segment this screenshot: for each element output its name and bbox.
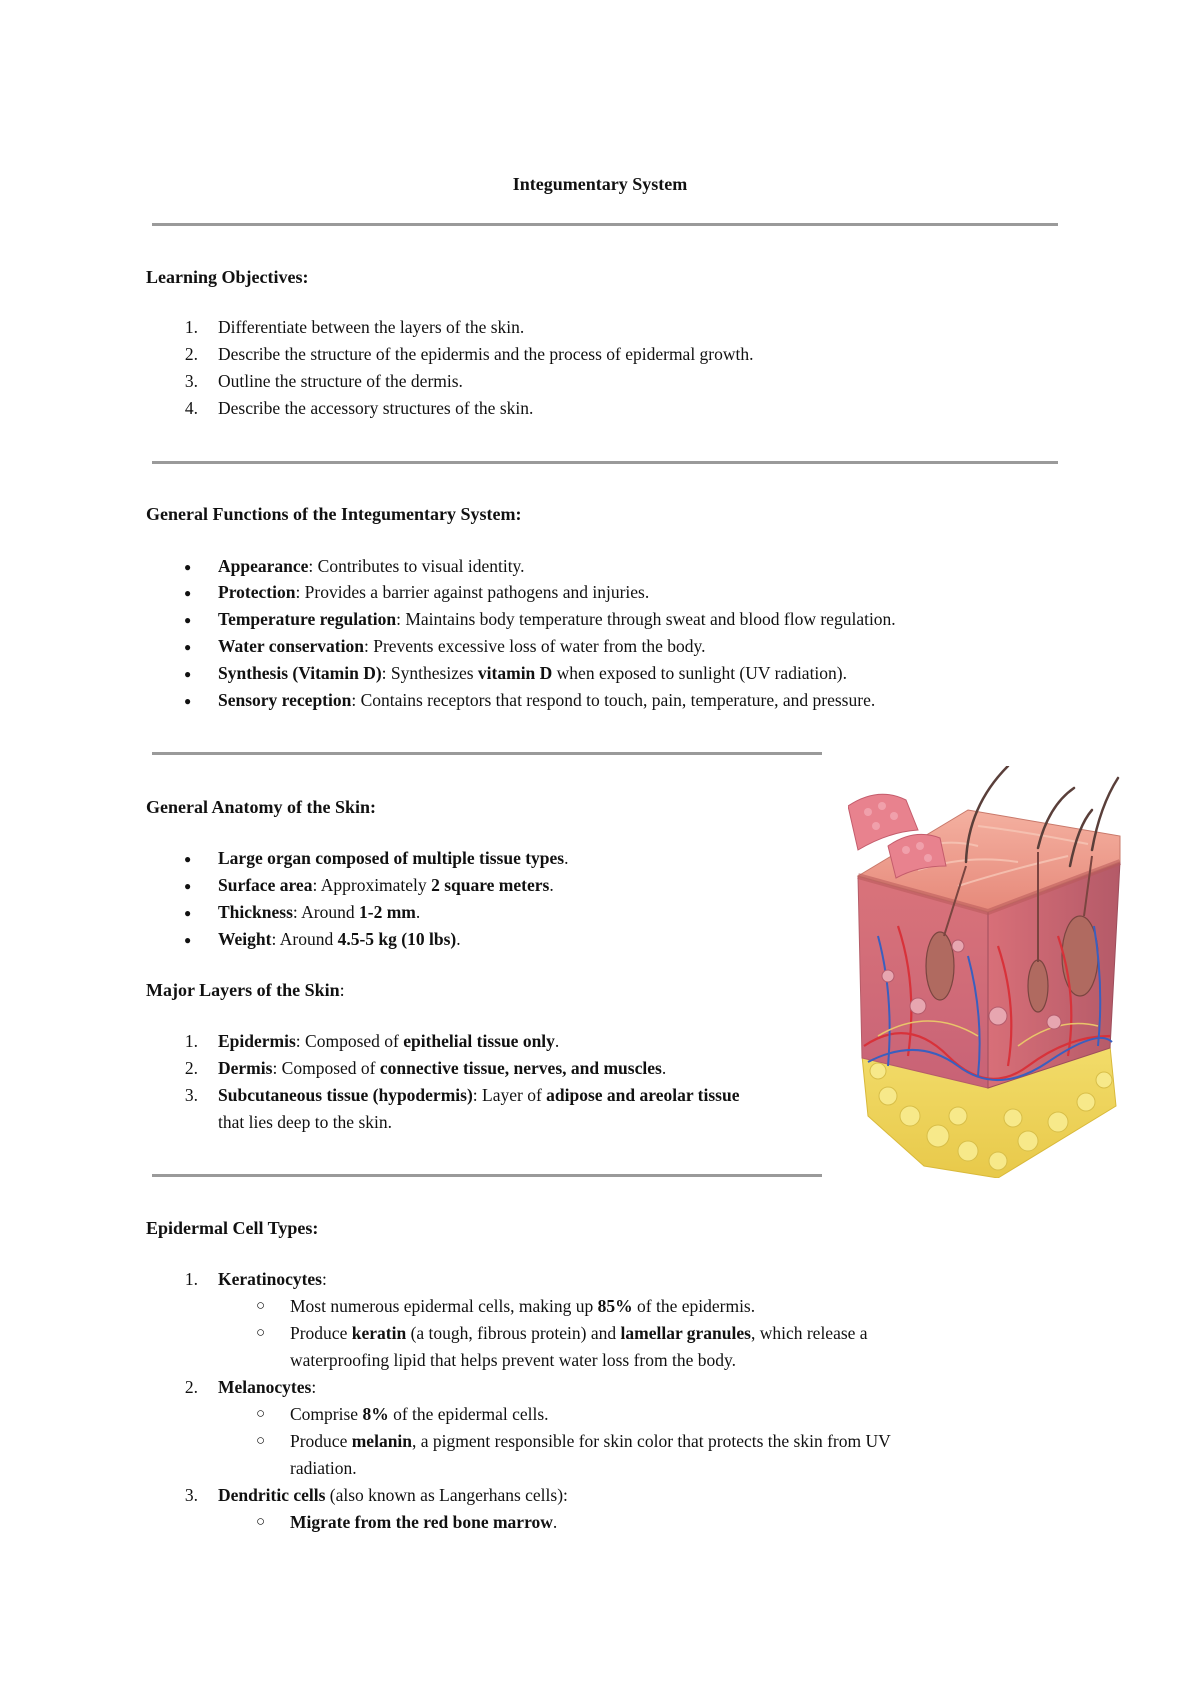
page-title: Integumentary System <box>512 174 688 194</box>
bullet-icon: ● <box>184 613 192 627</box>
skin-cross-section-illustration <box>848 766 1156 1178</box>
divider <box>152 1174 822 1177</box>
bullet-icon: ● <box>184 852 192 866</box>
functions-heading: General Functions of the Integumentary System: <box>146 504 522 524</box>
bullet-icon: ● <box>184 879 192 893</box>
objectives-heading: Learning Objectives: <box>146 267 309 287</box>
divider <box>152 461 1058 464</box>
divider <box>152 223 1058 226</box>
circle-bullet-icon: ○ <box>256 1406 266 1422</box>
circle-bullet-icon: ○ <box>256 1514 266 1530</box>
circle-bullet-icon: ○ <box>256 1433 266 1449</box>
divider <box>152 752 822 755</box>
layers-heading: Major Layers of the Skin: <box>146 980 345 1000</box>
circle-bullet-icon: ○ <box>256 1298 266 1314</box>
bullet-icon: ● <box>184 667 192 681</box>
bullet-icon: ● <box>184 560 192 574</box>
circle-bullet-icon: ○ <box>256 1325 266 1341</box>
bullet-icon: ● <box>184 933 192 947</box>
cells-heading: Epidermal Cell Types: <box>146 1218 319 1238</box>
bullet-icon: ● <box>184 586 192 600</box>
bullet-icon: ● <box>184 640 192 654</box>
bullet-icon: ● <box>184 694 192 708</box>
anatomy-heading: General Anatomy of the Skin: <box>146 797 377 817</box>
bullet-icon: ● <box>184 906 192 920</box>
